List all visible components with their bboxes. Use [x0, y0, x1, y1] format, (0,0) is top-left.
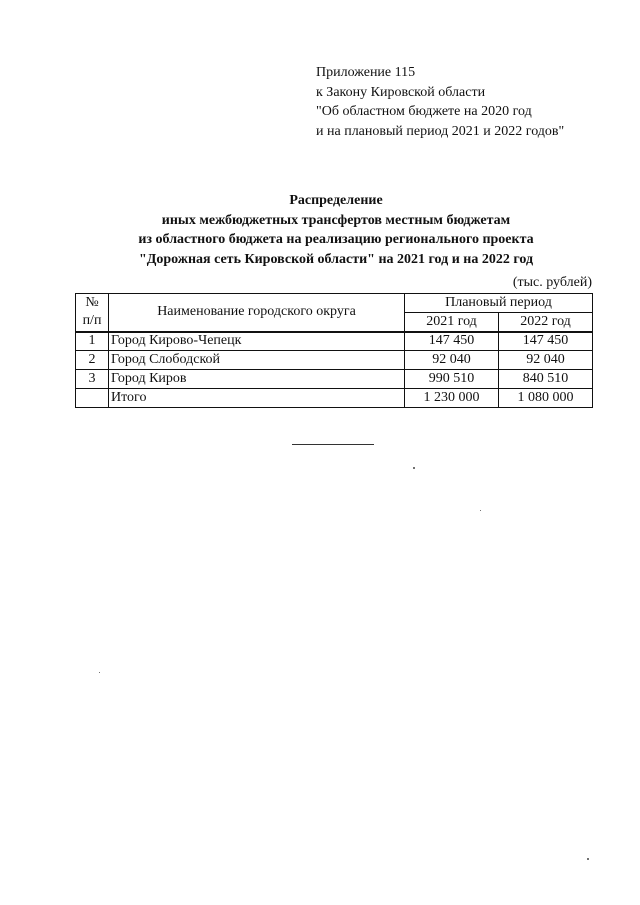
row-number: 2: [76, 351, 109, 370]
row-value-2021: 147 450: [405, 332, 499, 351]
header-year-2022: 2022 год: [499, 313, 593, 332]
row-value-2022: 147 450: [499, 332, 593, 351]
appendix-block: [316, 63, 564, 141]
row-name: Город Слободской: [109, 351, 405, 370]
total-value-2021: 1 230 000: [405, 389, 499, 408]
title-line: иных межбюджетных трансфертов местным бюджетам: [161, 212, 511, 228]
document-title: [100, 191, 572, 269]
appendix-line: к Закону Кировской области: [316, 84, 486, 100]
scan-speck: [480, 510, 481, 511]
title-line: из областного бюджета на реализацию регионального проекта: [138, 232, 534, 247]
row-number: 1: [76, 332, 109, 351]
distribution-table: [75, 293, 593, 408]
appendix-line: и на плановый период 2021 и 2022 годов": [316, 123, 565, 139]
row-number: 3: [76, 370, 109, 389]
table-header-row: [76, 294, 593, 313]
scan-speck: [413, 467, 415, 469]
total-label: Итого: [109, 389, 405, 408]
separator-line: [292, 444, 374, 445]
title-line: Распределение: [289, 193, 383, 208]
header-number: [76, 294, 109, 332]
row-value-2021: 92 040: [405, 351, 499, 370]
header-period: Плановый период: [405, 294, 593, 313]
row-value-2021: 990 510: [405, 370, 499, 389]
header-name: Наименование городского округа: [109, 294, 405, 332]
units-label: (тыс. рублей): [512, 275, 592, 290]
scan-speck: [99, 672, 100, 673]
row-value-2022: 840 510: [499, 370, 593, 389]
header-number-line2: п/п: [82, 313, 102, 329]
total-value-2022: 1 080 000: [499, 389, 593, 408]
row-value-2022: 92 040: [499, 351, 593, 370]
title-line: "Дорожная сеть Кировской области" на 2021 год и на 2022 год: [138, 251, 534, 267]
appendix-line: "Об областном бюджете на 2020 год: [316, 104, 532, 119]
header-number-line1: №: [85, 295, 99, 311]
row-name: Город Кирово-Чепецк: [109, 332, 405, 351]
total-number: [76, 389, 109, 408]
table-row: [76, 332, 593, 351]
scan-speck: [587, 858, 589, 860]
row-name: Город Киров: [109, 370, 405, 389]
table-row: [76, 370, 593, 389]
header-year-2021: 2021 год: [405, 313, 499, 332]
appendix-line: Приложение 115: [316, 65, 416, 80]
table-total-row: [76, 389, 593, 408]
table-row: [76, 351, 593, 370]
